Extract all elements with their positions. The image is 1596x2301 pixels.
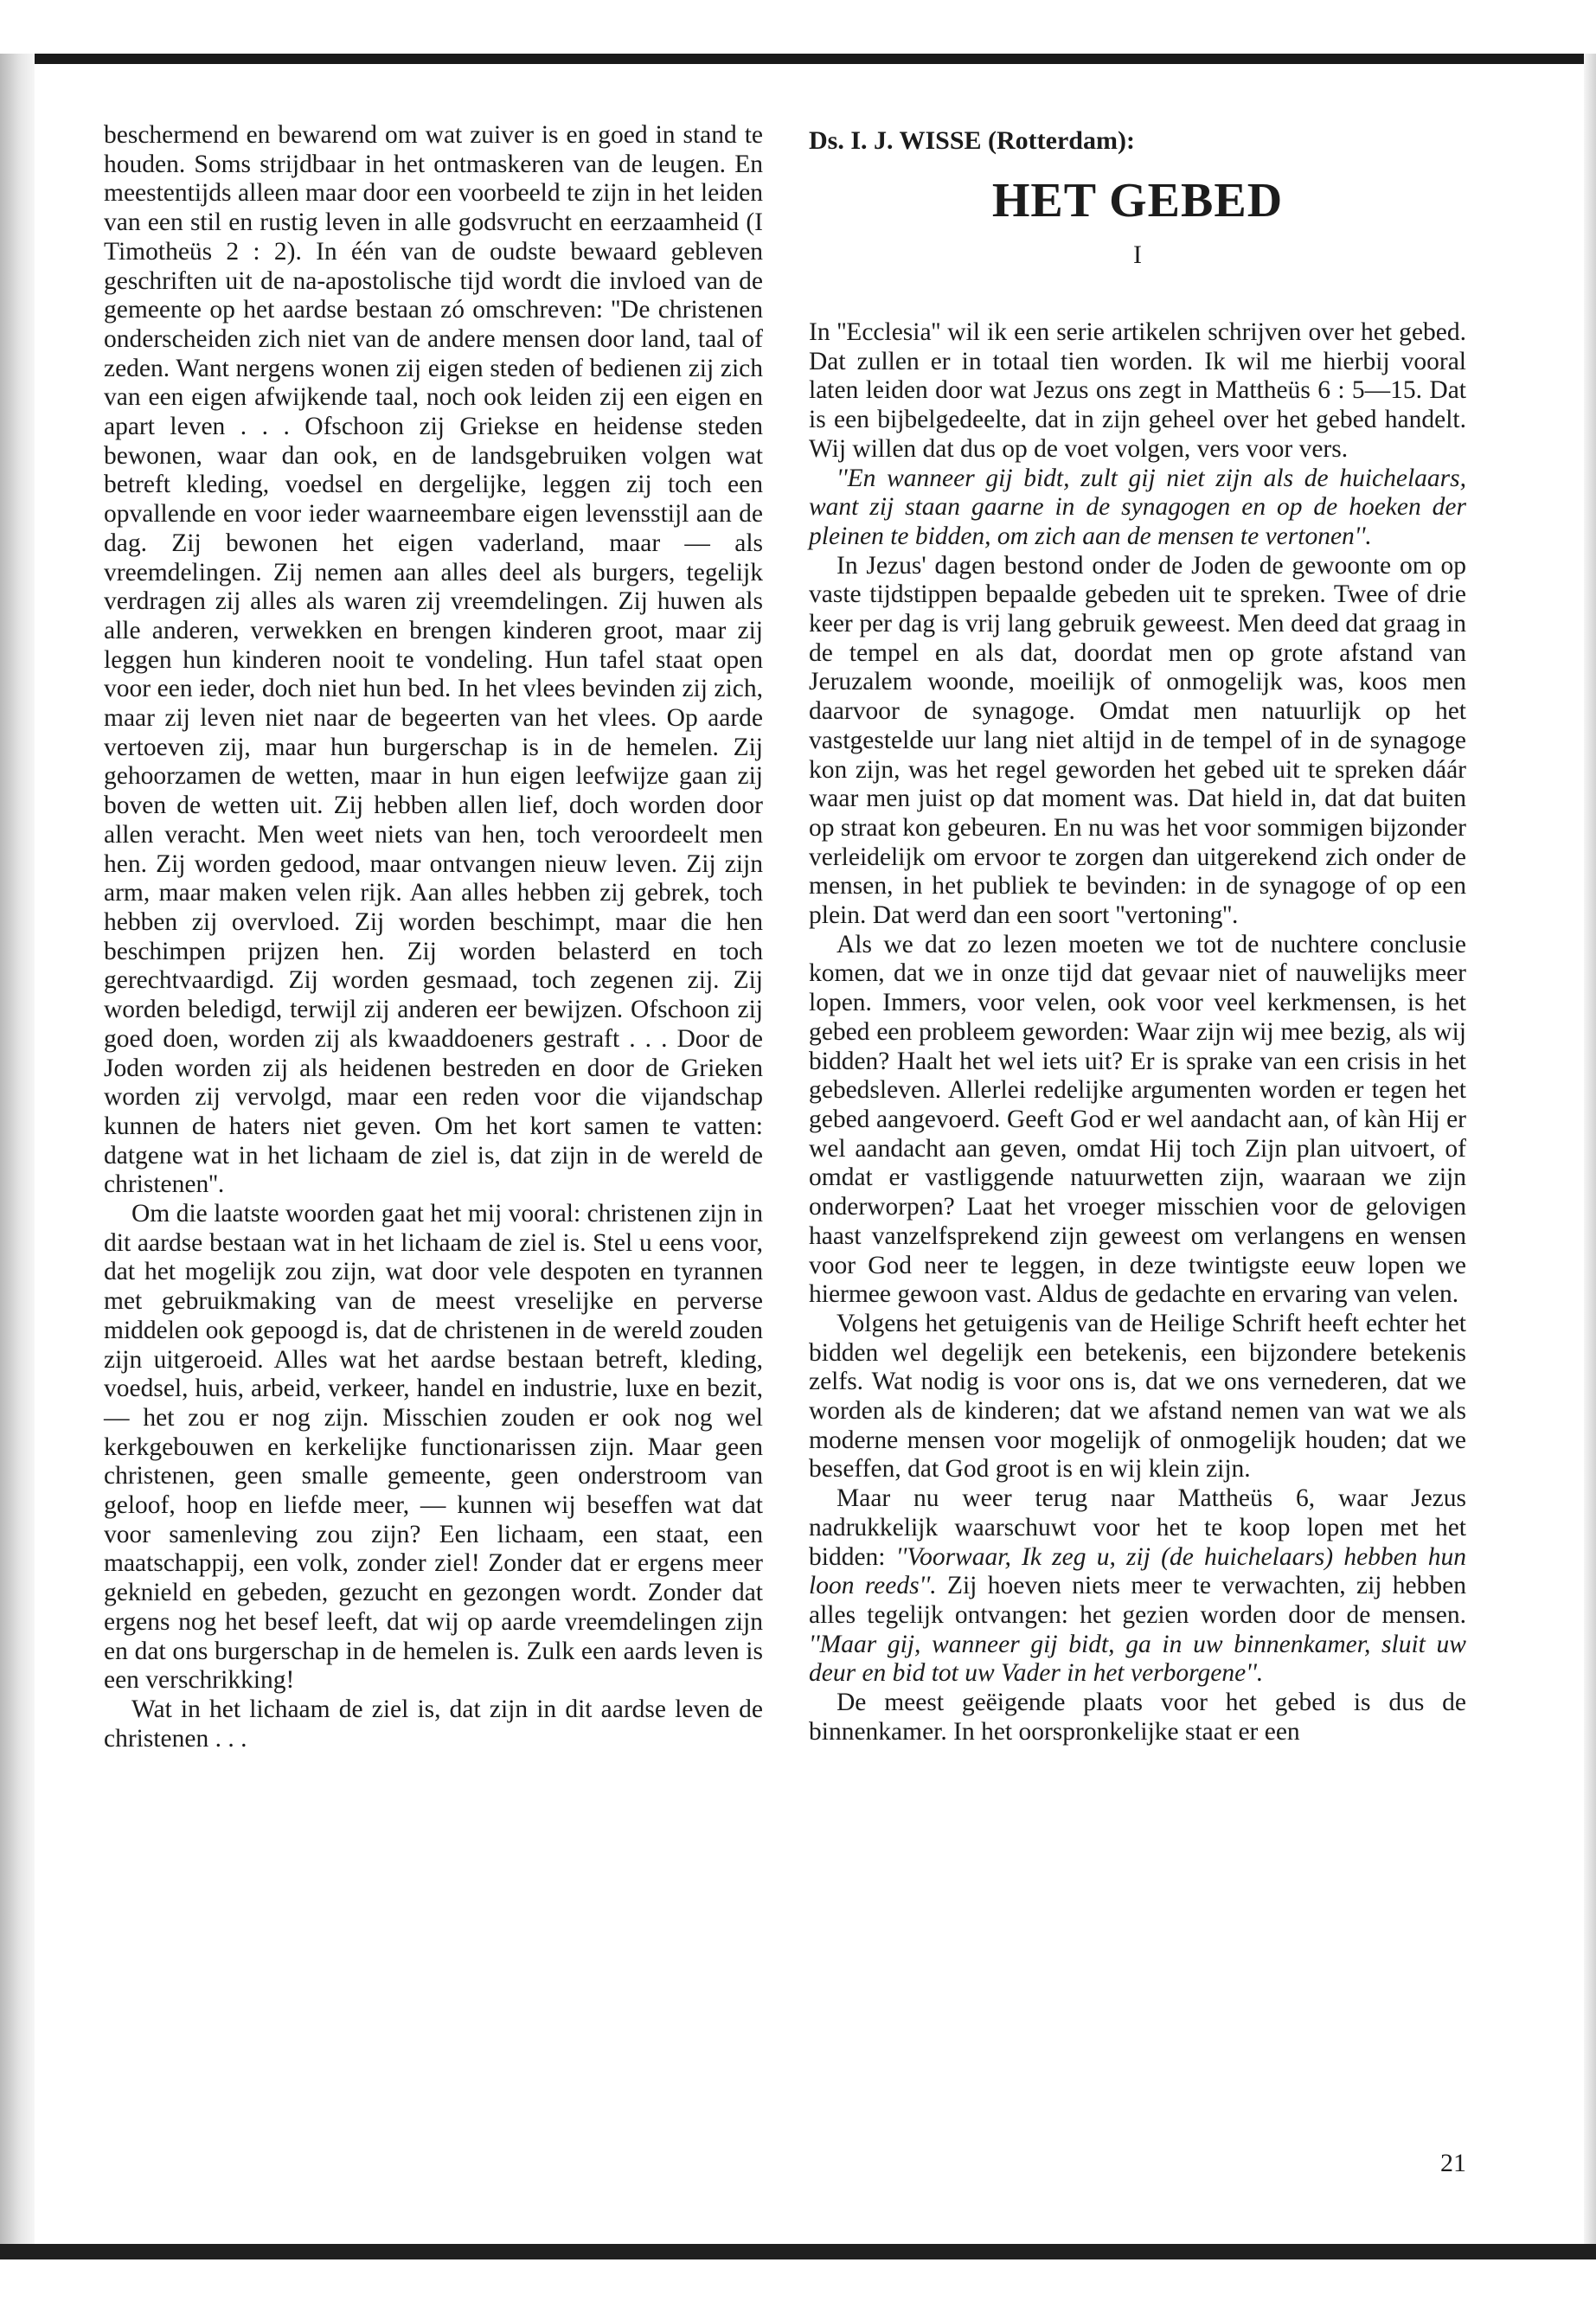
right-paragraph-4: Als we dat zo lezen moeten we tot de nuchtere conclusie komen, dat we in onze tijd dat gevaar niet of nauwelijks meer lopen. Immers, voor velen, ook voor veel kerkmensen, is het gebed een probleem geworden: Waar zijn wij mee bezig, als wij bidden? Haalt het wel iets uit? Er is sprake van een crisis in het gebedsleven. Allerlei redelijke argumenten worden er tegen het gebed aangevoerd. Geeft God er wel aandacht aan, of kàn Hij er wel aandacht aan geven, omdat Hij toch Zijn plan uitvoert, of omdat er vastliggende natuurwetten zijn, waaraan we zijn onderworpen? Laat het vroeger misschien voor de gelovigen haast vanzelfsprekend zijn geweest om verlangens en wensen voor God neer te leggen, in deze twintigste eeuw lopen we hiermee gewoon vast. Aldus de gedachte en ervaring van velen.	[809, 930, 1466, 1309]
article-title: HET GEBED	[991, 174, 1284, 228]
author-byline: Ds. I. J. WISSE (Rotterdam):	[809, 126, 1135, 155]
left-column	[104, 121, 763, 1753]
section-number: I	[1133, 240, 1142, 269]
quote-segment: ''Voorwaar, Ik zeg u, zij (de huichelaars) hebben hun loon reeds''.	[809, 1542, 1466, 1600]
right-paragraph-5: Volgens het getuigenis van de Heilige Schrift heeft echter het bidden wel degelijk een betekenis, een bijzondere betekenis zelfs. Wat nodig is voor ons is, dat we ons vernederen, dat we worden als de kinderen; dat we afstand nemen van wat we als moderne mensen voor mogelijk of onmogelijk houden; dat we beseffen, dat God groot is en wij klein zijn.	[809, 1309, 1466, 1484]
page-number: 21	[1440, 2149, 1466, 2177]
scan-bottom-border	[0, 2244, 1596, 2259]
right-column	[809, 121, 1466, 1747]
page-binding-shadow	[0, 54, 35, 2268]
page-right-edge	[1584, 54, 1596, 2268]
left-paragraph-1: beschermend en bewarend om wat zuiver is en goed in stand te houden. Soms strijdbaar in het ontmaskeren van de leugen. En meestentijds alleen maar door een voorbeeld te zijn in het leiden van een stil en rustig leven in alle godsvrucht en eerzaamheid (I Timotheüs 2 : 2). In één van de oudste bewaard gebleven geschriften uit de na-apostolische tijd wordt die invloed van de gemeente op het aardse bestaan zó omschreven: ''De christenen onderscheiden zich niet van de andere mensen door land, taal of zeden. Want nergens wonen zij eigen steden of bedienen zij zich van een eigen afwijkende taal, noch ook leiden zij een eigen en apart leven . . . Ofschoon zij Griekse en heidense steden bewonen, waar dan ook, en de landsgebruiken volgen wat betreft kleding, voedsel en dergelijke, leggen zij toch een opvallende en voor ieder waarneembare eigen levensstijl aan de dag. Zij bewonen het eigen vaderland, maar — als vreemdelingen. Zij nemen aan alles deel als burgers, tegelijk verdragen zij alles als waren zij vreemdelingen. Zij huwen als alle anderen, verwekken en brengen kinderen groot, maar zij leggen hun kinderen nooit te vondeling. Hun tafel staat open voor een ieder, doch niet hun bed. In het vlees bevinden zij zich, maar zij leven niet naar de begeerten van het vlees. Op aarde vertoeven zij, maar hun burgerschap is in de hemelen. Zij gehoorzamen de wetten, maar in hun eigen leefwijze gaan zij boven de wetten uit. Zij hebben allen lief, doch worden door allen veracht. Men weet niets van hen, toch veroordeelt men hen. Zij worden gedood, maar ontvangen nieuw leven. Zij zijn arm, maar maken velen rijk. Aan alles hebben zij gebrek, toch hebben zij overvloed. Zij worden beschimpt, maar die hen beschimpen prijzen hen. Zij worden belasterd en toch gerechtvaardigd. Zij worden gesmaad, toch zegenen zij. Zij worden beledigd, terwijl zij anderen eer bewijzen. Ofschoon zij goed doen, worden zij als kwaaddoeners gestraft . . . Door de Joden worden zij als heidenen bestreden en door de Grieken worden zij vervolgd, maar een reden voor die vijandschap kunnen de haters niet geven. Om het kort samen te vatten: datgene wat in het lichaam de ziel is, dat zijn in de wereld de christenen''.	[104, 121, 763, 1199]
quote-segment: ''Maar gij, wanneer gij bidt, ga in uw binnenkamer, sluit uw deur en bid tot uw Vader in het verborgene''.	[809, 1630, 1466, 1688]
right-paragraph-7: De meest geëigende plaats voor het gebed is dus de binnenkamer. In het oorspronkelijke staat er een	[809, 1689, 1466, 1746]
left-paragraph-3: Wat in het lichaam de ziel is, dat zijn in dit aardse leven de christenen . . .	[104, 1695, 763, 1753]
scripture-quote: ''En wanneer gij bidt, zult gij niet zijn als de huichelaars, want zij staan gaarne in de synagogen en op de hoeken der pleinen te bidden, om zich aan de mensen te vertonen''.	[809, 464, 1466, 550]
scan-bottom-edge	[0, 2244, 1596, 2301]
scan-top-border	[0, 54, 1596, 64]
paragraph-segment: Maar nu weer terug naar Mattheüs 6, waar Jezus nadrukkelijk waarschuwt voor het te koop lopen met het bidden:	[809, 1484, 1466, 1571]
scan-top-edge	[0, 0, 1596, 61]
right-paragraph-3: In Jezus' dagen bestond onder de Joden de gewoonte om op vaste tijdstippen bepaalde gebeden uit te spreken. Twee of drie keer per dag is vrij lang gebruik geweest. Men deed dat graag in de tempel en als dat, doordat men op grote afstand van Jeruzalem woonde, moeilijk of onmogelijk was, koos men daarvoor de synagoge. Omdat men natuurlijk op het vastgestelde uur lang niet altijd in de tempel of in de synagoge kon zijn, was het regel geworden het gebed uit te spreken dáár waar men juist op dat moment was. Dat hield in, dat dat buiten op straat kon gebeuren. En nu was het voor sommigen bijzonder verleidelijk om ervoor te zorgen dan uitgerekend zich onder de mensen, in het publiek te bevinden: in de synagoge of op een plein. Dat werd dan een soort ''vertoning''.	[809, 551, 1466, 930]
right-paragraph-1: In ''Ecclesia'' wil ik een serie artikelen schrijven over het gebed. Dat zullen er in totaal tien worden. Ik wil me hierbij vooral laten leiden door wat Jezus ons zegt in Mattheüs 6 : 5—15. Dat is een bijbelgedeelte, dat in zijn geheel over het gebed handelt. Wij willen dat dus op de voet volgen, vers voor vers.	[809, 318, 1466, 463]
paragraph-segment: Zij hoeven niets meer te verwachten, zij hebben alles tegelijk ontvangen: het gezien worden door de mensen.	[809, 1572, 1466, 1629]
right-paragraph-6	[809, 1484, 1466, 1689]
left-paragraph-2: Om die laatste woorden gaat het mij vooral: christenen zijn in dit aardse bestaan wat in het lichaam de ziel is. Stel u eens voor, dat het mogelijk zou zijn, wat door vele despoten en tyrannen met gebruikmaking van de meest vreselijke en perverse middelen ook gepoogd is, dat de christenen in de wereld zouden zijn uitgeroeid. Alles wat het aardse bestaan betreft, kleding, voedsel, huis, arbeid, verkeer, handel en industrie, luxe en bezit, — het zou er nog zijn. Misschien zouden er ook nog wel kerkgebouwen en kerkelijke functionarissen zijn. Maar geen christenen, geen smalle gemeente, geen onderstroom van geloof, hoop en liefde meer, — kunnen wij beseffen wat dat voor samenleving zou zijn? Een lichaam, een staat, een maatschappij, een volk, zonder ziel! Zonder dat er ergens meer geknield en gebeden, gezucht en gezongen wordt. Zonder dat ergens nog het besef leeft, dat wij op aarde vreemdelingen zijn en dat ons burgerschap in de hemelen is. Zulk een aards leven is een verschrikking!	[104, 1200, 763, 1695]
